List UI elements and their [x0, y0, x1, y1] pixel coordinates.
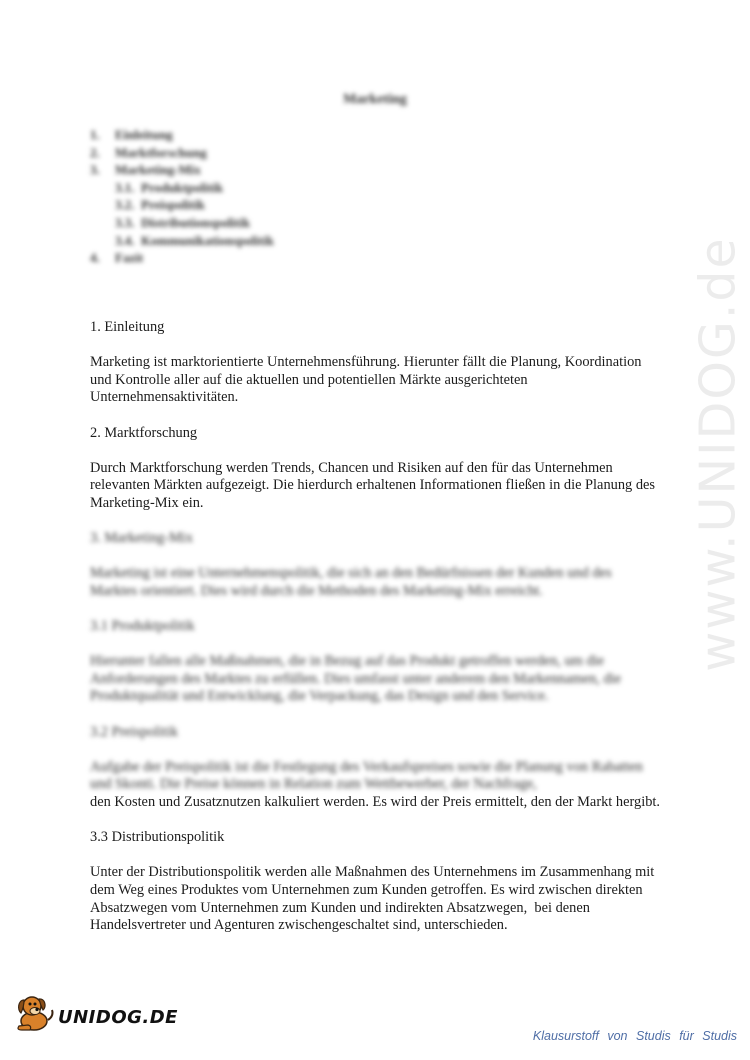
toc-item-label: Preispolitik: [141, 197, 206, 213]
dog-mascot-icon: [12, 992, 56, 1032]
toc-item-label: Produktpolitik: [141, 179, 224, 195]
document-title: Marketing: [343, 92, 407, 107]
section-text-preispolitik-visible: den Kosten und Zusatznutzen kalkuliert werden. Es wird der Preis ermittelt, den der Markt hergibt.: [90, 794, 661, 811]
toc-item: [90, 249, 490, 267]
section-text-einleitung: Marketing ist marktorientierte Unternehmensführung. Hierunter fällt die Planung, Koordination und Kontrolle aller auf die aktuellen und potentiellen Märkte ausgerichteten Unternehmensaktivitäten.: [90, 354, 642, 406]
toc-item: [90, 126, 490, 144]
section-text-preispolitik-blurred: Aufgabe der Preispolitik ist die Festlegung des Verkaufspreises sowie die Planung von Rabatten und Skonti. Die Preise können in Relation zum Wettbewerber, der Nachfrage,: [90, 758, 643, 793]
section-text-produktpolitik: Hierunter fallen alle Maßnahmen, die in Bezug auf das Produkt getroffen werden, um die Anforderungen des Marktes zu erfüllen. Dies umfasst unter anderem den Markennamen, die Produktqualität und Entwicklung, die Verpackung, das Design und den Service.: [90, 653, 622, 705]
section-heading-marketing-mix: 3. Marketing-Mix: [90, 530, 194, 547]
section-heading-produktpolitik: 3.1 Produktpolitik: [90, 618, 195, 635]
toc-item: [90, 196, 490, 214]
toc-item-label: Fazit: [115, 250, 144, 266]
section-heading-distributionspolitik: 3.3 Distributionspolitik: [90, 829, 225, 846]
toc-item-number: 3.: [90, 162, 100, 178]
section-heading-marktforschung: 2. Marktforschung: [90, 424, 198, 441]
logo-text: UNIDOG.DE: [58, 1007, 178, 1028]
section-text-distributionspolitik: Unter der Distributionspolitik werden alle Maßnahmen des Unternehmens im Zusammenhang mit dem Weg eines Produktes vom Unternehmen zum Kunden getroffen. Es wird zwischen direkten Absatzwegen vom Unternehmen zum Kunden und indirekten Absatzwegen, bei denen Handelsvertreter und Agenturen zwischengeschaltet sind, unterschieden.: [90, 864, 658, 934]
unidog-logo: [12, 992, 178, 1032]
toc-item-number: 3.4.: [115, 232, 135, 248]
toc-item: [90, 144, 490, 162]
toc-item-label: Einleitung: [115, 127, 173, 142]
toc-item-label: Marketing-Mix: [115, 162, 201, 178]
watermark-text: www.UNIDOG.de: [689, 236, 747, 672]
toc-item-number: 2.: [90, 144, 100, 160]
section-text-marketing-mix: Marketing ist eine Unternehmenspolitik, die sich an den Bedürfnissen der Kunden und des Marktes orientiert. Dies wird durch die Methoden des Marketing-Mix erreicht.: [90, 565, 612, 599]
toc-item: [90, 161, 490, 179]
toc-item-number: 3.1.: [115, 179, 135, 195]
toc-item-number: 3.2.: [115, 197, 135, 213]
toc-item: [90, 232, 490, 250]
section-heading-einleitung: 1. Einleitung: [90, 319, 165, 335]
section-heading-preispolitik: 3.2 Preispolitik: [90, 723, 178, 740]
section-text-preispolitik: [90, 759, 660, 812]
toc-item-label: Distributionspolitik: [141, 214, 251, 230]
footer-tagline: Klausurstoff von Studis für Studis: [532, 1029, 737, 1043]
toc-item-number: 3.3.: [115, 214, 135, 230]
table-of-contents: [90, 126, 490, 267]
toc-item: [90, 179, 490, 197]
toc-item-label: Kommunikationspolitik: [141, 232, 274, 248]
toc-item: [90, 214, 490, 232]
document-body: [90, 319, 660, 935]
section-text-marktforschung: Durch Marktforschung werden Trends, Chancen und Risiken auf den für das Unternehmen relevanten Märkten aufgezeigt. Die hierdurch erhaltenen Informationen fließen in die Planung des Marketing-Mix ein.: [90, 459, 656, 511]
toc-item-number: 4.: [90, 250, 100, 266]
toc-item-number: 1.: [90, 127, 100, 142]
toc-item-label: Marktforschung: [115, 144, 207, 160]
